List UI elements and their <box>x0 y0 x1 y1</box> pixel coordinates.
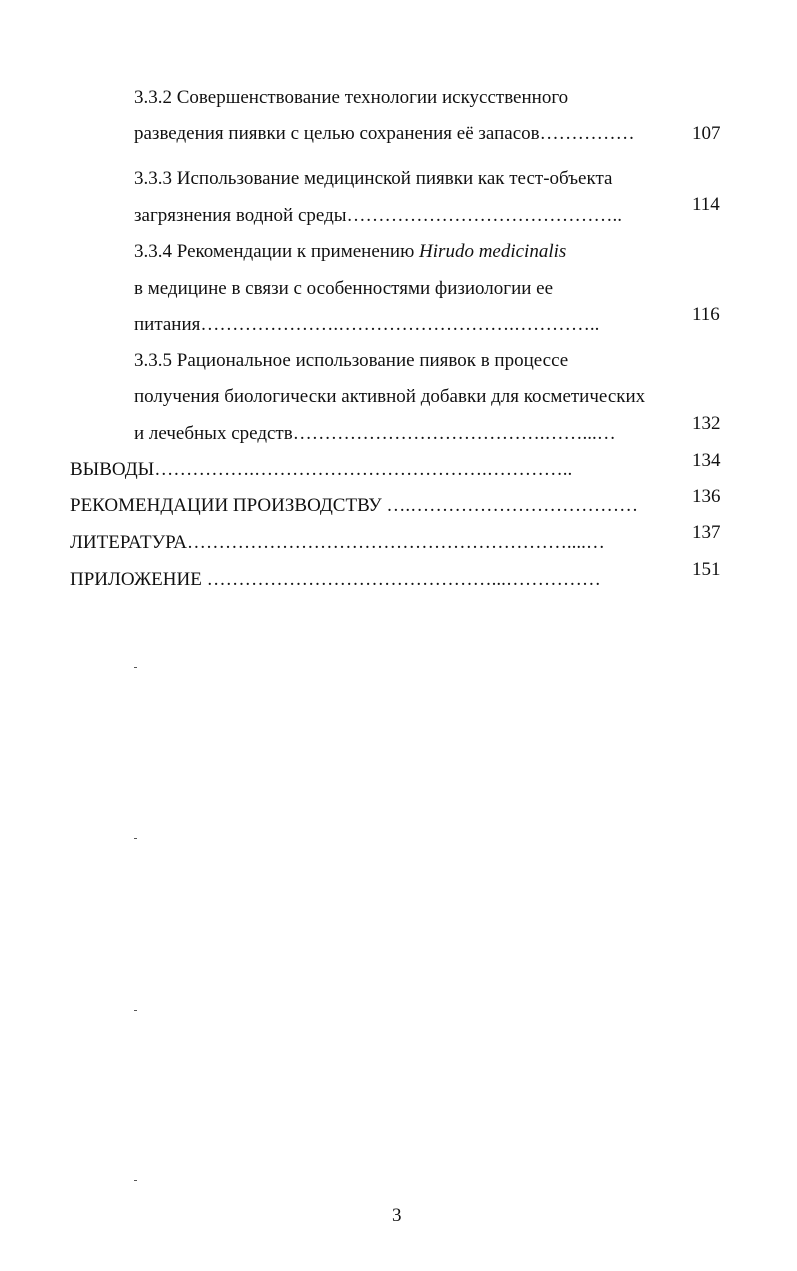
toc-3-3-4-latin-name: Hirudo medicinalis <box>419 241 567 262</box>
toc-3-3-5-line-1: 3.3.5 Рациональное использование пиявок в процессе <box>134 350 569 371</box>
toc-prilozhenie-page: 151 <box>692 559 721 580</box>
toc-3-3-2-line-1: 3.3.2 Совершенствование технологии искусственного <box>134 87 569 108</box>
toc-3-3-2-line-2: разведения пиявки с целью сохранения её запасов…………… <box>134 123 635 144</box>
toc-literatura: ЛИТЕРАТУРА……………………………………………………....… <box>70 532 605 553</box>
toc-3-3-4-page: 116 <box>692 304 720 325</box>
scan-speck <box>134 1180 137 1181</box>
scan-speck <box>134 1010 137 1011</box>
toc-3-3-3-page: 114 <box>692 194 720 215</box>
toc-vyvody-page: 134 <box>692 450 721 471</box>
toc-3-3-4-line-2: в медицине в связи с особенностями физиологии ее <box>134 278 554 299</box>
toc-3-3-5-line-2: получения биологически активной добавки для косметических <box>134 386 646 407</box>
toc-3-3-4-line-3: питания………………….……………………….………….. <box>134 314 600 335</box>
toc-3-3-3-line-1: 3.3.3 Использование медицинской пиявки как тест-объекта <box>134 168 613 189</box>
toc-rekomendatsii-page: 136 <box>692 486 721 507</box>
toc-3-3-4-line-1-text: 3.3.4 Рекомендации к применению <box>134 241 420 262</box>
scan-speck <box>134 838 137 839</box>
toc-rekomendatsii: РЕКОМЕНДАЦИИ ПРОИЗВОДСТВУ ….……………………………… <box>70 495 639 516</box>
toc-prilozhenie: ПРИЛОЖЕНИЕ ………………………………………...…………… <box>70 569 601 590</box>
toc-vyvody: ВЫВОДЫ…………….……………………………….………….. <box>70 459 573 480</box>
toc-literatura-page: 137 <box>692 522 721 543</box>
toc-3-3-4-line-1 <box>134 240 566 264</box>
toc-3-3-5-page: 132 <box>692 413 721 434</box>
toc-3-3-5-line-3: и лечебных средств………………………………….……...… <box>134 423 616 444</box>
toc-3-3-2-page: 107 <box>692 123 721 144</box>
scan-speck <box>134 667 137 668</box>
page-number: 3 <box>392 1205 402 1226</box>
toc-3-3-3-line-2: загрязнения водной среды…………………………………….. <box>134 205 622 226</box>
